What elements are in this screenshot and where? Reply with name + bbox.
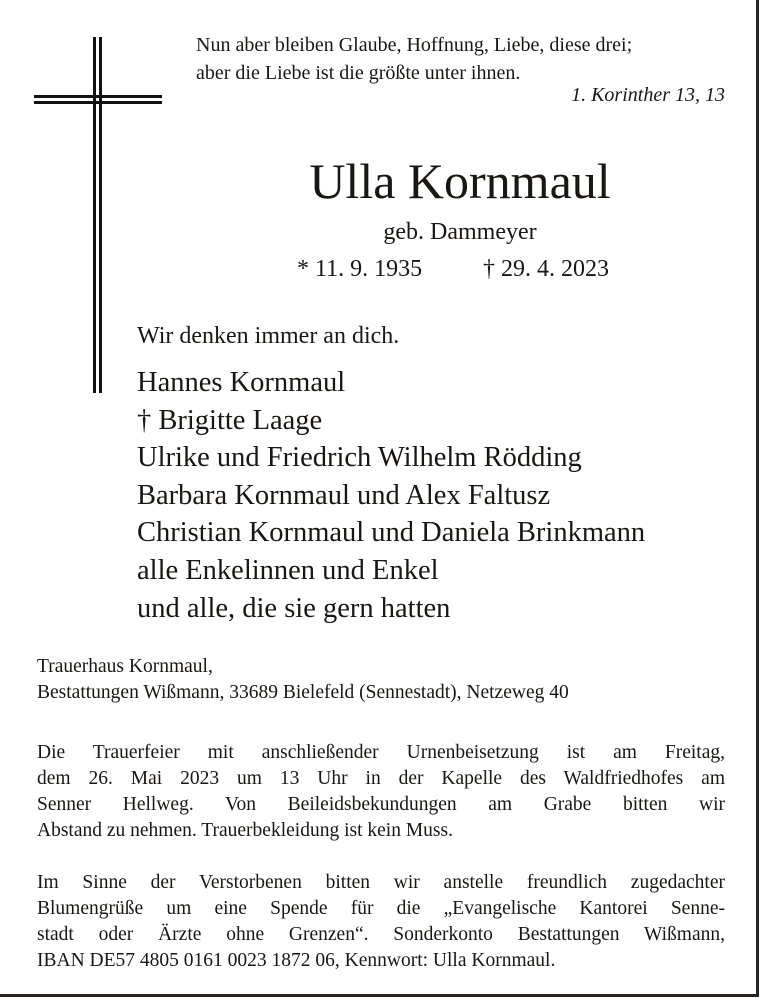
birth-date: * 11. 9. 1935 bbox=[297, 256, 423, 282]
mourner: Ulrike und Friedrich Wilhelm Rödding bbox=[137, 442, 582, 474]
mourner: † Brigitte Laage bbox=[137, 404, 323, 436]
mourner: Christian Kornmaul und Daniela Brinkmann bbox=[137, 517, 646, 549]
ceremony-line: Abstand zu nehmen. Trauerbekleidung ist kein Muss. bbox=[37, 820, 453, 841]
mourner: Barbara Kornmaul und Alex Faltusz bbox=[137, 479, 551, 511]
address-block bbox=[37, 654, 725, 706]
address-line: Trauerhaus Kornmaul, bbox=[37, 656, 213, 677]
mourner: und alle, die sie gern hatten bbox=[137, 592, 451, 624]
death-date: † 29. 4. 2023 bbox=[483, 256, 609, 282]
donation-line: stadt oder Ärzte ohne Grenzen“. Sonderkonto Bestattungen Wißmann, bbox=[37, 924, 725, 945]
quote-line: aber die Liebe ist die größte unter ihnen. bbox=[196, 62, 521, 84]
bible-quote bbox=[196, 31, 632, 87]
ceremony-line: Die Trauerfeier mit anschließender Urnenbeisetzung ist am Freitag, bbox=[37, 742, 725, 763]
mourners-list bbox=[137, 364, 645, 627]
donation-paragraph bbox=[37, 870, 725, 974]
deceased-name: Ulla Kornmaul bbox=[309, 153, 611, 209]
ceremony-line: Senner Hellweg. Von Beileidsbekundungen am Grabe bitten wir bbox=[37, 794, 725, 815]
address-line: Bestattungen Wißmann, 33689 Bielefeld (Sennestadt), Netzeweg 40 bbox=[37, 682, 569, 703]
ceremony-paragraph bbox=[37, 740, 725, 844]
donation-line: Im Sinne der Verstorbenen bitten wir anstelle freundlich zugedachter bbox=[37, 872, 725, 893]
ceremony-line: dem 26. Mai 2023 um 13 Uhr in der Kapelle des Waldfriedhofes am bbox=[37, 768, 725, 789]
quote-reference: 1. Korinther 13, 13 bbox=[571, 84, 725, 106]
donation-line: Blumengrüße um eine Spende für die „Evangelische Kantorei Senne- bbox=[37, 898, 725, 919]
mourner: Hannes Kornmaul bbox=[137, 367, 346, 398]
mourner: alle Enkelinnen und Enkel bbox=[137, 554, 439, 586]
donation-line: IBAN DE57 4805 0161 0023 1872 06, Kennwort: Ulla Kornmaul. bbox=[37, 950, 556, 971]
memorial-message: Wir denken immer an dich. bbox=[137, 323, 400, 349]
quote-line: Nun aber bleiben Glaube, Hoffnung, Liebe, diese drei; bbox=[196, 34, 633, 56]
maiden-name: geb. Dammeyer bbox=[383, 219, 537, 245]
